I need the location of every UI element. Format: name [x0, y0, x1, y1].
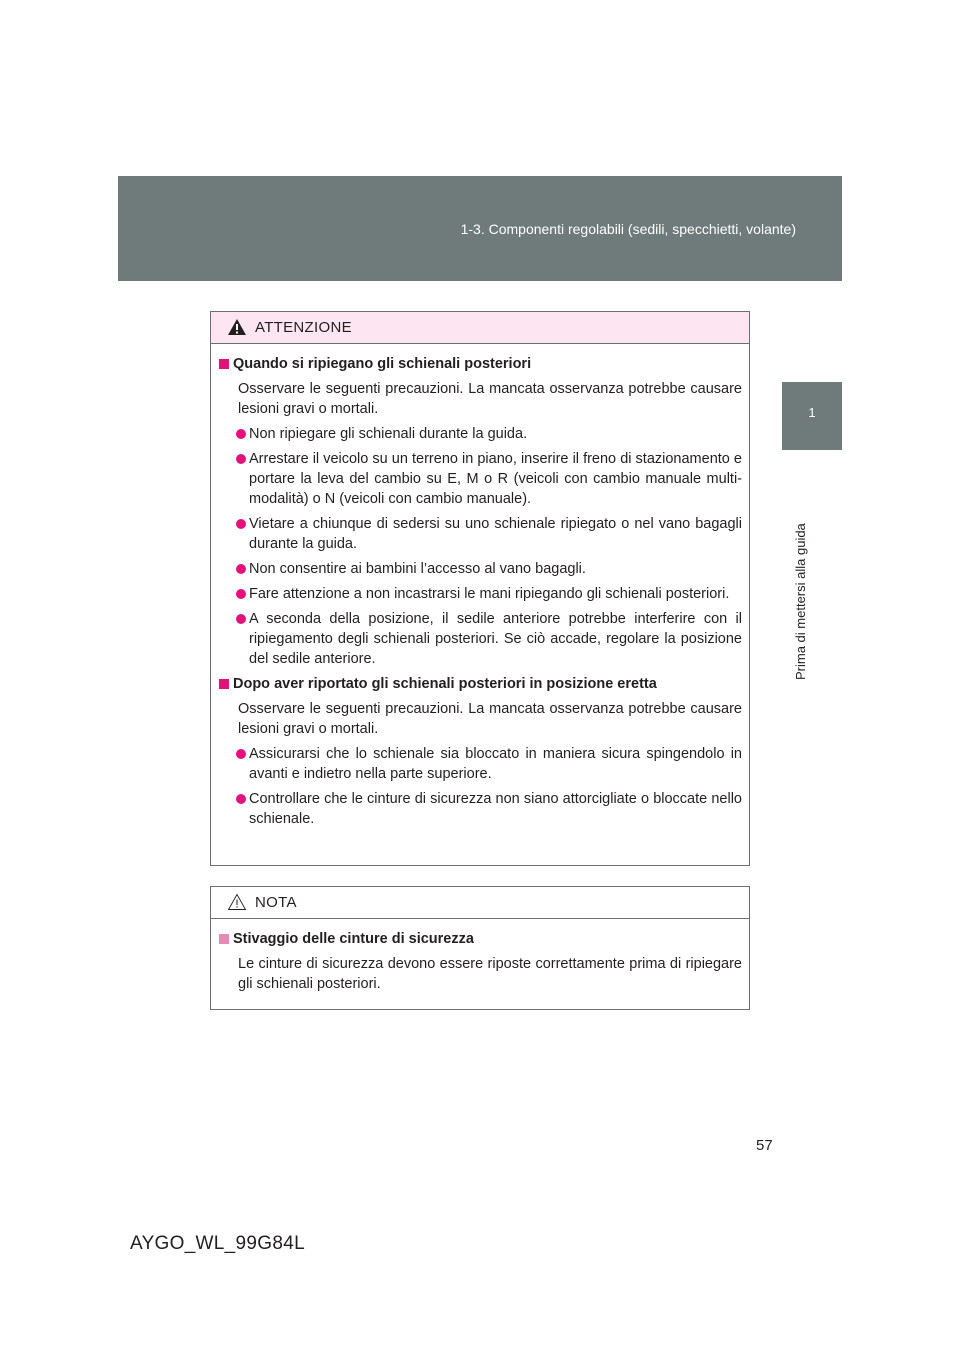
- bullet-item: Vietare a chiunque di sedersi su uno schienale ripiegato o nel vano bagagli durante la guida.: [218, 514, 742, 554]
- warning-filled-triangle-icon: [227, 318, 247, 336]
- section-heading: Quando si ripiegano gli schienali posteriori: [218, 354, 742, 374]
- chapter-tab: [782, 382, 842, 450]
- section-paragraph: Osservare le seguenti precauzioni. La mancata osservanza potrebbe causare lesioni gravi o mortali.: [238, 701, 742, 737]
- note-paragraph: Le cinture di sicurezza devono essere riposte correttamente prima di ripiegare gli schienali posteriori.: [238, 956, 742, 992]
- document-code: AYGO_WL_99G84L: [130, 1233, 305, 1254]
- round-bullet-icon: [236, 794, 246, 804]
- round-bullet-icon: [236, 564, 246, 574]
- bullet-item: Assicurarsi che lo schienale sia bloccato in maniera sicura spingendolo in avanti e indietro nella parte superiore.: [218, 744, 742, 784]
- note-body: [211, 919, 749, 994]
- round-bullet-icon: [236, 519, 246, 529]
- square-bullet-icon: [219, 359, 229, 369]
- bullet-item: A seconda della posizione, il sedile anteriore potrebbe interferire con il ripiegamento degli schienali posteriori. Se ciò accade, regolare la posizione del sedile anteriore.: [218, 609, 742, 669]
- section-title: 1-3. Componenti regolabili (sedili, specchietti, volante): [460, 221, 796, 237]
- square-bullet-icon: [219, 679, 229, 689]
- page-number: 57: [756, 1137, 773, 1154]
- bullet-item: Arrestare il veicolo su un terreno in piano, inserire il freno di stazionamento e portare la leva del cambio su E, M o R (veicoli con cambio manuale multi-modalità) o N (veicoli con cambio manuale).: [218, 449, 742, 509]
- warning-box: [210, 311, 750, 866]
- note-heading: Stivaggio delle cinture di sicurezza: [218, 929, 742, 949]
- round-bullet-icon: [236, 429, 246, 439]
- bullet-item: Fare attenzione a non incastrarsi le mani ripiegando gli schienali posteriori.: [218, 584, 742, 604]
- bullet-item: Non consentire ai bambini l’accesso al vano bagagli.: [218, 559, 742, 579]
- round-bullet-icon: [236, 589, 246, 599]
- bullet-item: Non ripiegare gli schienali durante la guida.: [218, 424, 742, 444]
- round-bullet-icon: [236, 454, 246, 464]
- header-band: [118, 176, 842, 281]
- round-bullet-icon: [236, 614, 246, 624]
- chapter-title: Prima di mettersi alla guida: [793, 523, 808, 680]
- round-bullet-icon: [236, 749, 246, 759]
- note-box: [210, 886, 750, 1010]
- caution-outline-triangle-icon: [227, 893, 247, 911]
- warning-title: ATTENZIONE: [255, 319, 352, 336]
- square-bullet-icon: [219, 934, 229, 944]
- section-heading: Dopo aver riportato gli schienali posteriori in posizione eretta: [218, 674, 742, 694]
- warning-body: [211, 344, 749, 829]
- chapter-number: 1: [808, 405, 816, 420]
- bullet-item: Controllare che le cinture di sicurezza non siano attorcigliate o bloccate nello schienale.: [218, 789, 742, 829]
- note-header: [211, 887, 749, 919]
- section-paragraph: Osservare le seguenti precauzioni. La mancata osservanza potrebbe causare lesioni gravi o mortali.: [238, 381, 742, 417]
- warning-header: [211, 312, 749, 344]
- note-title: NOTA: [255, 894, 297, 911]
